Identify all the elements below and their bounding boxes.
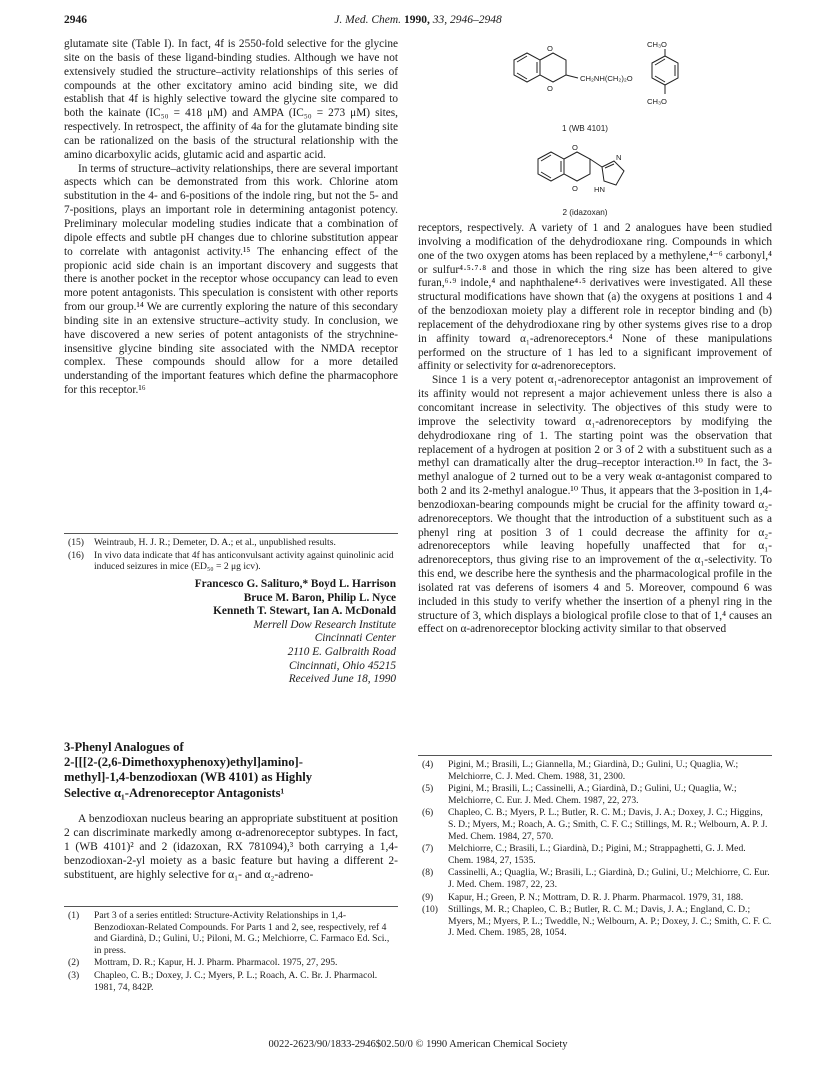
affiliation-center: Cincinnati Center (314, 632, 396, 645)
right-paragraph-2: Since 1 is a very potent α₁-adrenoreceptor antagonist an improvement of its affinity would not represent a major achievement unless there is also a concomitant increase in selectivity. The objectives of this study were to improve the selectivity toward α₁-adrenoreceptors by modifying the dehydrodioxane ring of 1. The starting point was the observation that replacement of a hydrogen at position 2 or 3 of 2 with a substituent such as a methyl can dramatically alter the drug–receptor interaction.¹⁰ In fact, the 3-methyl analogue of 2 turned out to be a very weak α-antagonist compared to both 2 and its 2-methyl analogue.¹⁰ Thus, it appears that the 3-position in 1,4-benzodioxan-bearing compounds might be crucial for the affinity toward α₂-adrenoreceptors. We thought that the introduction of a substituent such as a phenyl ring at position 3 of 1 could decrease the affinity for α₂-adrenoreceptors while leaving hopefully unaffected that for α₁-adrenoreceptors, thus giving rise to an improvement of the α₁-selectivity. To this end, we describe here the synthesis and the pharmacological profile in the isolated rat vas deferens of isomers 4 and 5. Moreover, compound 6 was included in this study to verify whether the insertion of a phenyl ring in the structure of 3, which displays a biological profile close to that of 1,⁴ causes an effect on α-adrenoreceptor blocking activity similar to that observed (418, 374, 772, 636)
svg-text:O: O (572, 145, 578, 152)
right-column-text (418, 222, 772, 637)
running-header (64, 14, 772, 30)
footnote-8: (8) Cassinelli, A.; Quaglia, W.; Brasili, L.; Giardinà, D.; Gulini, U.; Melchiorre, C. Eur. J. Med. Chem. 1987, 22, 23. (422, 867, 770, 890)
footnote-1: (1) Part 3 of a series entitled: Structure-Activity Relationships in 1,4-Benzodioxan-Related Compounds. For Parts 1 and 2, see, respectively, ref 4 and Giardinà, D.; Gulini, U.; Piloni, M. G.; Melchiorre, C. Farmaco Ed. Sci., in press. (68, 910, 390, 956)
left-paragraph-3: A benzodioxan nucleus bearing an appropriate substituent at position 2 can discriminate markedly among α-adrenoreceptor subtypes. In fact, 1 (WB 4101)² and 2 (idazoxan, RX 781094),³ both carrying a 1,4-benzodioxan-2-yl moiety as a basic feature but having a different 2-substituent, are highly selective for α₁- and α₂-adreno- (64, 813, 398, 881)
authors-line-2: Bruce M. Baron, Philip L. Nyce (243, 591, 396, 604)
footnote-16: (16) In vivo data indicate that 4f has anticonvulsant activity against quinolinic acid induced seizures in mice (ED₅₀ = 2 μg icv). (68, 549, 394, 573)
affiliation-city: Cincinnati, Ohio 45215 (288, 659, 396, 672)
structure-wb4101 (500, 40, 700, 130)
footnote-15: (15) Weintraub, H. J. R.; Demeter, D. A.; et al., unpublished results. (68, 537, 336, 548)
struct1-och3-top: CH₃O (647, 40, 667, 49)
footnote-2: (2) Mottram, D. R.; Kapur, H. J. Pharm. Pharmacol. 1975, 27, 295. (68, 957, 338, 969)
struct1-och3-bottom: CH₃O (647, 97, 667, 106)
page-number: 2946 (64, 14, 87, 26)
left-paragraph-2: In terms of structure–activity relationships, there are several important aspects which can be demonstrated from this work. Chlorine atom substitution in the 4- and 6-positions of the indole ring, but not the 5- and 7-positions, plays an important role in determining antagonist potency. Preliminary molecular modeling studies indicate that a combination of dipole effects and subtle pH changes due to chlorine substitution appear to correlate with antagonist activity.¹⁵ The enhancing effect of the propionic acid side chain is an important discovery and suggests that there is another pocket in the receptor whose occupancy can lead to even more potent antagonists. This speculation is consistent with other reports from our group.¹⁴ We are currently exploring the nature of this secondary binding site in an extensive structure–activity study. In conclusion, we have discovered a new series of potent antagonists of the strychnine-insensitive glycine binding site associated with the NMDA receptor complex. These compounds should allow for a more detailed understanding of the important features which define the pharmacophore for this receptor.¹⁶ (64, 162, 398, 397)
footnotes-right (418, 759, 772, 940)
authors-line-1: Francesco G. Salituro,* Boyd L. Harrison (194, 578, 396, 590)
footnote-4: (4) Pigini, M.; Brasili, L.; Giannella, M.; Giardinà, D.; Gulini, U.; Quaglia, W.; Melchiorre, C. J. Med. Chem. 1988, 31, 2300. (422, 759, 739, 782)
author-block (64, 578, 396, 687)
svg-text:O: O (547, 44, 553, 53)
structure-idazoxan (530, 145, 650, 205)
authors-line-3: Kenneth T. Stewart, Ian A. McDonald (213, 605, 396, 618)
footnotes-left-bottom (64, 910, 398, 994)
received-date: Received June 18, 1990 (288, 673, 396, 686)
structure-1-label: 1 (WB 4101) (562, 124, 608, 133)
footnote-rule-right (418, 755, 772, 756)
affiliation-institute: Merrell Dow Research Institute (253, 618, 396, 631)
right-paragraph-1: receptors, respectively. A variety of 1 and 2 analogues have been studied involving a modification of the dehydrodioxane ring. Compounds in which one of the two oxygen atoms has been replaced by a methylene,⁴⁻⁶ carbonyl,⁴ or sulfur⁴·⁵·⁷·⁸ and those in which the ring size has been altered to give furan,⁶·⁹ indole,⁴ and naphthalene⁴·⁵ derivatives were investigated. All these structural modifications have shown that (a) the oxygens at positions 1 and 4 of the benzodioxan moiety play a different role in receptor binding and (b) replacement of the dehydrodioxane ring by other systems gives rise to a drop in affinity toward α₁-adrenoreceptors.⁴ None of these manipulations performed on the structure of 1 has led to a significant improvement of affinity or selectivity for α-adrenoreceptors. (418, 222, 772, 373)
journal-citation (64, 14, 772, 26)
journal-year: 1990, (403, 14, 430, 26)
structure-2-label: 2 (idazoxan) (562, 208, 608, 217)
article-title: 3-Phenyl Analogues of 2-[[[2-(2,6-Dimethoxyphenoxy)ethyl]amino]- methyl]-1,4-benzodioxan (WB 4101) as Highly Selective α₁-Adrenoreceptor Antagonists¹ (64, 740, 313, 800)
footnote-9: (9) Kapur, H.; Green, P. N.; Mottram, D. R. J. Pharm. Pharmacol. 1979, 31, 188. (422, 891, 744, 903)
left-column-text (64, 38, 398, 398)
journal-name: J. Med. Chem. (334, 14, 402, 26)
svg-text:O: O (547, 84, 553, 93)
copyright-footer: 0022-2623/90/1833-2946$02.50/0 © 1990 American Chemical Society (268, 1039, 568, 1050)
footnote-10: (10) Stillings, M. R.; Chapleo, C. B.; Butler, R. C. M.; Davis, J. A.; England, C. D.; Myers, M.; Myers, P. L.; Tweddle, N.; Welbourn, A. P.; Doxey, J. C.; Smith, C. F. C. J. Med. Chem. 1985, 28, 1054. (422, 904, 772, 939)
footnotes-left-top (64, 537, 398, 574)
struct1-chain: CH₂NH(CH₂)₂O (580, 74, 633, 83)
footnote-3: (3) Chapleo, C. B.; Doxey, J. C.; Myers, P. L.; Roach, A. C. Br. J. Pharmacol. 1981, 74, 842P. (68, 969, 378, 993)
struct2-n: N (616, 153, 622, 162)
footnote-6: (6) Chapleo, C. B.; Myers, P. L.; Butler, R. C. M.; Davis, J. A.; Doxey, J. C.; Higgins, S. D.; Myers, M.; Roach, A. G.; Smith, C. F. C.; Stillings, M. R.; Welbourn, A. P. J. Med. Chem. 1984, 27, 570. (422, 807, 768, 842)
svg-text:O: O (572, 184, 578, 193)
struct2-hn: HN (594, 185, 605, 194)
footnote-5: (5) Pigini, M.; Brasili, L.; Cassinelli, A.; Giardinà, D.; Gulini, U.; Quaglia, W.; Melchiorre, C. Eur. J. Med. Chem. 1987, 22, 273. (422, 783, 737, 806)
footnote-rule-left-top (64, 533, 398, 534)
journal-volume-pages: 33, 2946–2948 (432, 14, 502, 26)
footnote-7: (7) Melchiorre, C.; Brasili, L.; Giardinà, D.; Pigini, M.; Strappaghetti, G. J. Med. Chem. 1984, 27, 1535. (422, 843, 746, 866)
left-paragraph-1: glutamate site (Table I). In fact, 4f is 2550-fold selective for the glycine site on the basis of these ligand-binding studies. Although we have not extensively studied the structure–activity relationships of this series of compounds at the other excitatory amino acid binding site, we did establish that 4f is highly selective toward the glycine site compared to both the kainate (IC₅₀ = 418 μM) and AMPA (IC₅₀ = 273 μM) sites, respectively. In retrospect, the affinity of 4a for the glutamate binding site can be rationalized on the basis of the structural relationship with the amino dicarboxylic acids, glutamic acid and aspartic acid. (64, 38, 398, 161)
affiliation-street: 2110 E. Galbraith Road (287, 645, 396, 658)
left-column-text-2 (64, 812, 398, 882)
footnote-rule-left-bottom (64, 906, 398, 907)
